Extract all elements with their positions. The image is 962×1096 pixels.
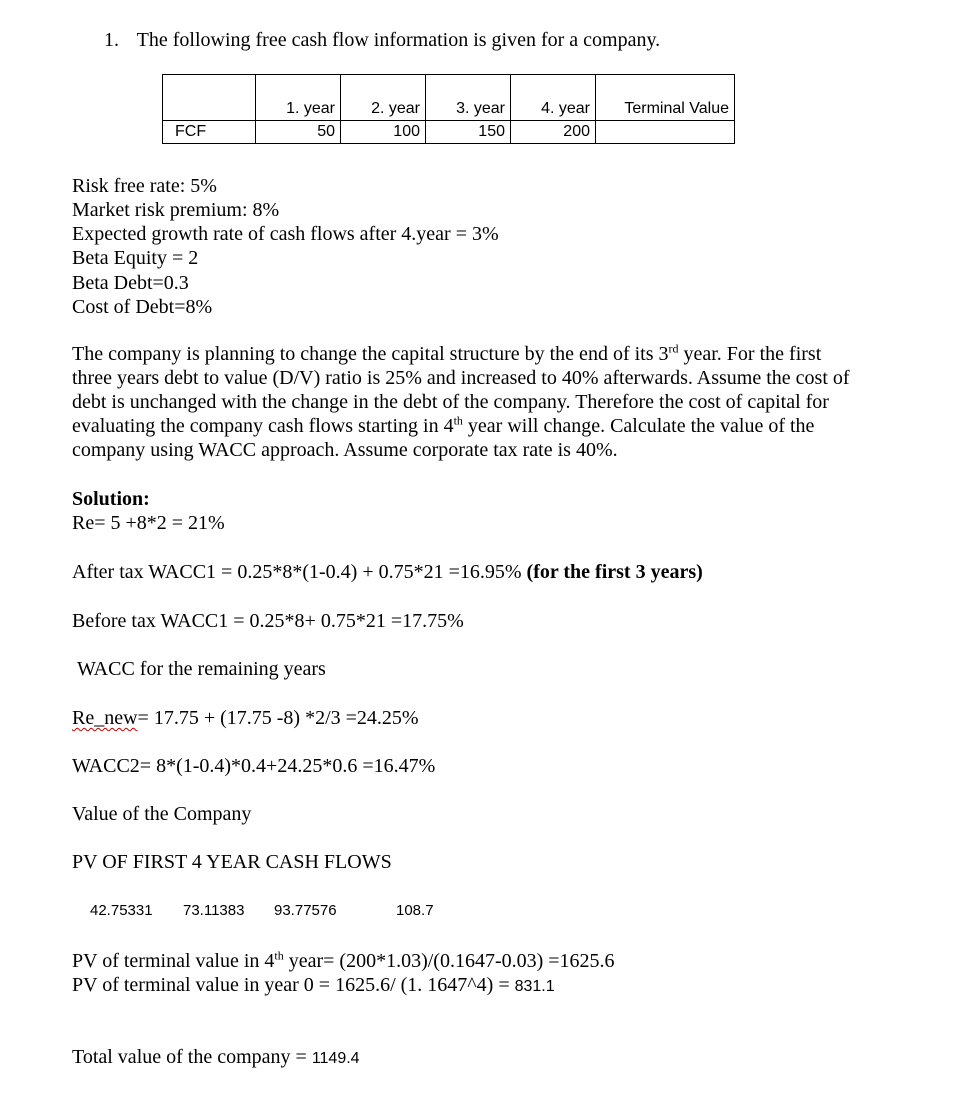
- paragraph-text: year will change. Calculate the value of the: [462, 415, 815, 437]
- given-cost-debt: Cost of Debt=8%: [72, 296, 213, 318]
- solution-remaining-heading: WACC for the remaining years: [77, 658, 326, 680]
- table-header-cell: 3. year: [426, 75, 511, 121]
- given-market-premium: Market risk premium: 8%: [72, 199, 280, 221]
- table-cell: 200: [511, 121, 596, 144]
- table-header-cell: 4. year: [511, 75, 596, 121]
- question-title: The following free cash flow information is given for a company.: [136, 29, 661, 51]
- table-cell: [596, 121, 735, 144]
- value-heading: Value of the Company: [72, 803, 252, 825]
- solution-wacc2: WACC2= 8*(1-0.4)*0.4+24.25*0.6 =16.47%: [72, 755, 436, 777]
- solution-after-tax-wacc: [72, 560, 703, 584]
- after-tax-formula: After tax WACC1 = 0.25*8*(1-0.4) + 0.75*21 =16.95%: [72, 561, 522, 583]
- solution-re-new: [72, 706, 419, 730]
- question-number: 1.: [104, 29, 119, 51]
- pv-value: 93.77576: [274, 902, 337, 919]
- table-header-row: [163, 75, 735, 121]
- pv-value: 108.7: [396, 902, 434, 919]
- solution-before-tax-wacc: Before tax WACC1 = 0.25*8+ 0.75*21 =17.75%: [72, 610, 464, 632]
- total-value-label: Total value of the company =: [72, 1046, 312, 1068]
- superscript: th: [453, 413, 463, 428]
- problem-paragraph: [72, 342, 902, 462]
- table-cell: 100: [341, 121, 426, 144]
- tv-line-2: [72, 973, 555, 999]
- given-beta-debt: Beta Debt=0.3: [72, 272, 189, 294]
- tv-result: 831.1: [514, 978, 555, 995]
- fcf-table: [162, 74, 735, 144]
- re-new-label: Re_new: [72, 707, 138, 729]
- table-header-cell: [163, 75, 256, 121]
- tv-text: year= (200*1.03)/(0.1647-0.03) =1625.6: [283, 950, 615, 972]
- paragraph-line: company using WACC approach. Assume corporate tax rate is 40%.: [72, 439, 618, 461]
- re-new-formula: = 17.75 + (17.75 -8) *2/3 =24.25%: [137, 707, 419, 729]
- total-value-line: [72, 1045, 360, 1071]
- question-title-line: [104, 28, 660, 52]
- table-cell: 50: [256, 121, 341, 144]
- table-header-cell: Terminal Value: [596, 75, 735, 121]
- table-header-cell: 2. year: [341, 75, 426, 121]
- pv-value: 73.11383: [183, 902, 245, 919]
- pv-values-row: [0, 899, 962, 923]
- paragraph-text: year. For the first: [678, 343, 822, 365]
- table-row: [163, 121, 735, 144]
- tv-text: PV of terminal value in 4: [72, 950, 275, 972]
- solution-re: Re= 5 +8*2 = 21%: [72, 512, 225, 534]
- given-risk-free: Risk free rate: 5%: [72, 175, 217, 197]
- total-value-result: 1149.4: [311, 1050, 360, 1067]
- tv-line-1: [72, 949, 615, 973]
- paragraph-text: evaluating the company cash flows starting in 4: [72, 415, 454, 437]
- given-beta-equity: Beta Equity = 2: [72, 247, 199, 269]
- table-row-label: FCF: [163, 121, 256, 144]
- paragraph-line: three years debt to value (D/V) ratio is 25% and increased to 40% afterwards. Assume the cost of: [72, 367, 850, 389]
- paragraph-text: The company is planning to change the capital structure by the end of its 3: [72, 343, 669, 365]
- pv-heading: PV OF FIRST 4 YEAR CASH FLOWS: [72, 851, 392, 873]
- paragraph-line: debt is unchanged with the change in the debt of the company. Therefore the cost of capital for: [72, 391, 829, 413]
- given-growth: Expected growth rate of cash flows after 4.year = 3%: [72, 223, 499, 245]
- pv-value: 42.75331: [90, 902, 153, 919]
- superscript: rd: [668, 341, 679, 356]
- paragraph-line: [72, 342, 902, 366]
- tv-text: PV of terminal value in year 0 = 1625.6/ (1. 1647^4) =: [72, 974, 515, 996]
- superscript: th: [274, 948, 284, 963]
- after-tax-note: (for the first 3 years): [526, 561, 703, 583]
- paragraph-line: [72, 414, 902, 438]
- table-header-cell: 1. year: [256, 75, 341, 121]
- table-cell: 150: [426, 121, 511, 144]
- solution-heading: Solution:: [72, 488, 150, 510]
